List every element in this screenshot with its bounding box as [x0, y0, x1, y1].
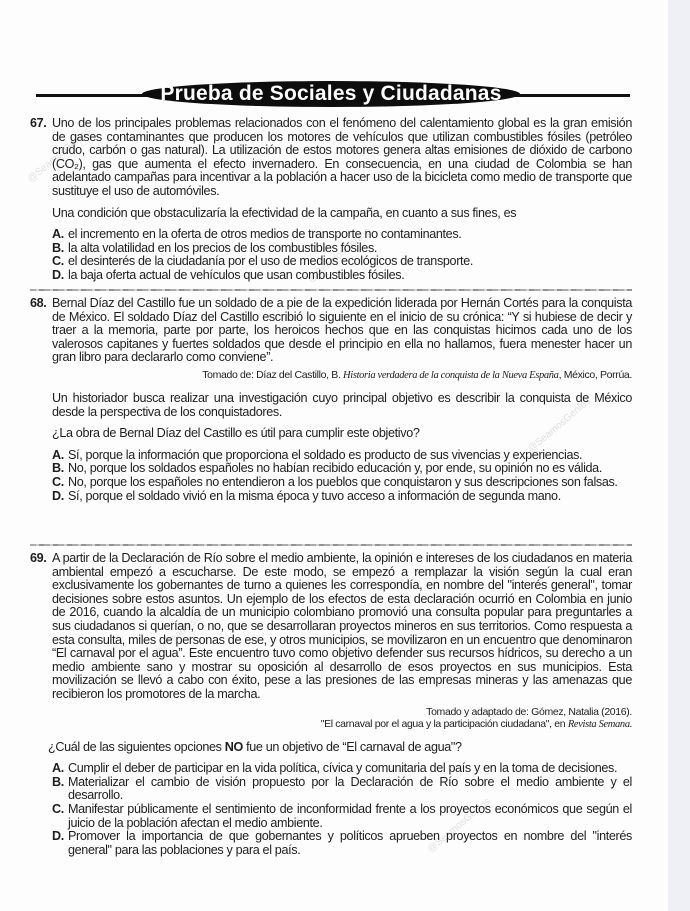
- option-letter: A.: [52, 227, 64, 242]
- option-text: la alta volatilidad en los precios de los combustibles fósiles.: [68, 240, 378, 255]
- option-text: Cumplir el deber de participar en la vida política, cívica y comunitaria del país y en la toma de decisiones.: [68, 761, 618, 776]
- option-letter: C.: [52, 474, 64, 489]
- question-67: [30, 117, 632, 283]
- question-context: Un historiador busca realizar una investigación cuyo principal objetivo es describir la conquista de México desde la perspectiva de los conquistadores.: [52, 390, 632, 419]
- citation-work: Revista Semana.: [567, 718, 632, 730]
- citation-author: Tomado de: Díaz del Castillo, B.: [202, 368, 341, 381]
- watermark: @SeamosGenios: [155, 596, 223, 655]
- question-prompt: Una condición que obstaculizaría la efectividad de la campaña, en cuanto a sus fines, es: [52, 205, 517, 220]
- option-b[interactable]: [52, 776, 632, 803]
- separator: [30, 289, 632, 291]
- prompt-text: fue un objetivo de “El carnaval de agua"?: [242, 739, 462, 754]
- option-b[interactable]: [52, 242, 632, 256]
- option-letter: D.: [52, 267, 64, 282]
- source-citation: [52, 369, 632, 382]
- title-banner: [142, 81, 520, 107]
- question-prompt: [48, 741, 632, 755]
- source-citation: [52, 706, 632, 731]
- option-letter: A.: [52, 447, 64, 462]
- option-text: No, porque los españoles no entendieron a los pueblos que conquistaron y sus descripciones son falsas.: [68, 474, 618, 489]
- watermark: @SeamosGenios: [525, 396, 593, 455]
- separator: [30, 544, 632, 546]
- question-number: 69.: [30, 551, 47, 565]
- citation-line-2: "El carnaval por el agua y la participación ciudadana", en: [320, 717, 566, 730]
- watermark: @SeamosGenios: [425, 796, 493, 855]
- option-c[interactable]: [52, 255, 632, 269]
- option-text: Sí, porque la información que proporciona el soldado es producto de sus vivencias y experiencias.: [68, 447, 583, 462]
- question-68: [30, 297, 632, 503]
- page-title: Prueba de Sociales y Ciudadanas: [160, 82, 502, 105]
- option-letter: C.: [52, 801, 64, 816]
- citation-publisher: , México, Porrúa.: [558, 368, 632, 381]
- citation-work: Historia verdadera de la conquista de la Nueva España: [343, 369, 559, 381]
- question-number: 68.: [30, 296, 47, 310]
- option-letter: D.: [52, 829, 64, 844]
- option-letter: B.: [52, 461, 64, 476]
- option-d[interactable]: [52, 830, 632, 857]
- option-c[interactable]: [52, 803, 632, 830]
- question-stem: Uno de los principales problemas relacionados con el fenómeno del calentamiento global es la gran emisión de gases contaminantes que producen los motores de vehículos que utilizan combustibles fósiles (petróleo crudo, carbón o gas natural). La utilización de estos motores genera altas emisiones de dióxido de carbono (CO₂), gas que aumenta el efecto invernadero. En consecuencia, en una ciudad de Colombia se han adelantado campañas para incentivar a la población a hacer uso de la bicicleta como medio de transporte que sustituye el uso de automóviles.: [52, 116, 632, 198]
- question-prompt: ¿La obra de Bernal Díaz del Castillo es útil para cumplir este objetivo?: [52, 426, 420, 441]
- option-c[interactable]: [52, 476, 632, 490]
- option-letter: B.: [52, 774, 64, 789]
- prompt-text: ¿Cuál de las siguientes opciones: [48, 739, 225, 754]
- question-number: 67.: [30, 116, 47, 130]
- option-text: Materializar el cambio de visión propuesto por la Declaración de Río sobre el medio ambiente y el desarrollo.: [68, 774, 632, 803]
- question-stem: A partir de la Declaración de Río sobre el medio ambiente, la opinión e intereses de los ciudadanos en materia ambiental empezó a escucharse. De este modo, se empezó a remplazar la visión según la cual eran exclusivamente los gobernantes de turno a quienes les correspondía, en nombre del "interés general", tomar decisiones sobre estos asuntos. Un ejemplo de los efectos de esta declaración ocurrió en Colombia en junio de 2016, cuando la alcaldía de un municipio colombiano promovió una consulta popular para preguntarles a sus ciudadanos si querían, o no, que se desarrollaran proyectos mineros en sus territorios. Como respuesta a esta consulta, miles de personas de ese, y otros municipios, se movilizaron en un encuentro que denominaron “El carnaval por el agua”. Este encuentro tuvo como objetivo defender sus recursos hídricos, su derecho a un medio ambiente sano y mostrar su oposición al desarrollo de esos proyectos en sus municipios. Esta movilización se llevó a cabo con éxito, pese a las presiones de las empresas mineras y las amenazas que recibieron los promotores de la marcha.: [52, 551, 632, 701]
- option-letter: B.: [52, 240, 64, 255]
- option-a[interactable]: [52, 449, 632, 463]
- side-panel: [668, 0, 690, 911]
- prompt-emphasis: NO: [224, 739, 243, 754]
- option-text: la baja oferta actual de vehículos que usan combustibles fósiles.: [68, 267, 405, 282]
- option-text: Promover la importancia de que gobernantes y políticos aprueben proyectos en nombre del "interés general" para las poblaciones y para el país.: [68, 829, 632, 857]
- option-text: No, porque los soldados españoles no habían recibido educación y, por ende, su opinión no es válida.: [68, 461, 602, 476]
- option-text: Sí, porque el soldado vivió en la misma época y tuvo acceso a información de segunda mano.: [68, 488, 561, 503]
- option-letter: C.: [52, 254, 64, 269]
- option-d[interactable]: [52, 490, 632, 504]
- option-a[interactable]: [52, 762, 632, 776]
- watermark: @SeamosGenios: [305, 226, 373, 285]
- option-letter: D.: [52, 488, 64, 503]
- option-text: el desinterés de la ciudadanía por el uso de medios ecológicos de transporte.: [68, 254, 474, 269]
- option-text: el incremento en la oferta de otros medios de transporte no contaminantes.: [68, 227, 462, 242]
- option-a[interactable]: [52, 228, 632, 242]
- option-b[interactable]: [52, 462, 632, 476]
- citation-line-1: Tomado y adaptado de: Gómez, Natalia (2016).: [426, 705, 632, 718]
- question-stem: Bernal Díaz del Castillo fue un soldado de a pie de la expedición liderada por Hernán Cortés para la conquista de México. El soldado Díaz del Castillo escribió lo siguiente en el inicio de su crónica: “Y si hubiese de decir y traer a la memoria, parte por parte, los heroicos hechos que en las conquistas hicimos cada uno de los valerosos capitanes y fuertes soldados que desde el principio en ella no hallamos, fuera menester hacer un gran libro para declararlo como conviene”.: [52, 296, 632, 365]
- option-letter: A.: [52, 761, 64, 776]
- watermark: @SeamosGenios: [25, 126, 93, 185]
- option-d[interactable]: [52, 269, 632, 283]
- option-text: Manifestar públicamente el sentimiento de inconformidad frente a los proyectos económicos que según el juicio de la población afectan el medio ambiente.: [68, 801, 632, 830]
- question-69: [30, 552, 632, 857]
